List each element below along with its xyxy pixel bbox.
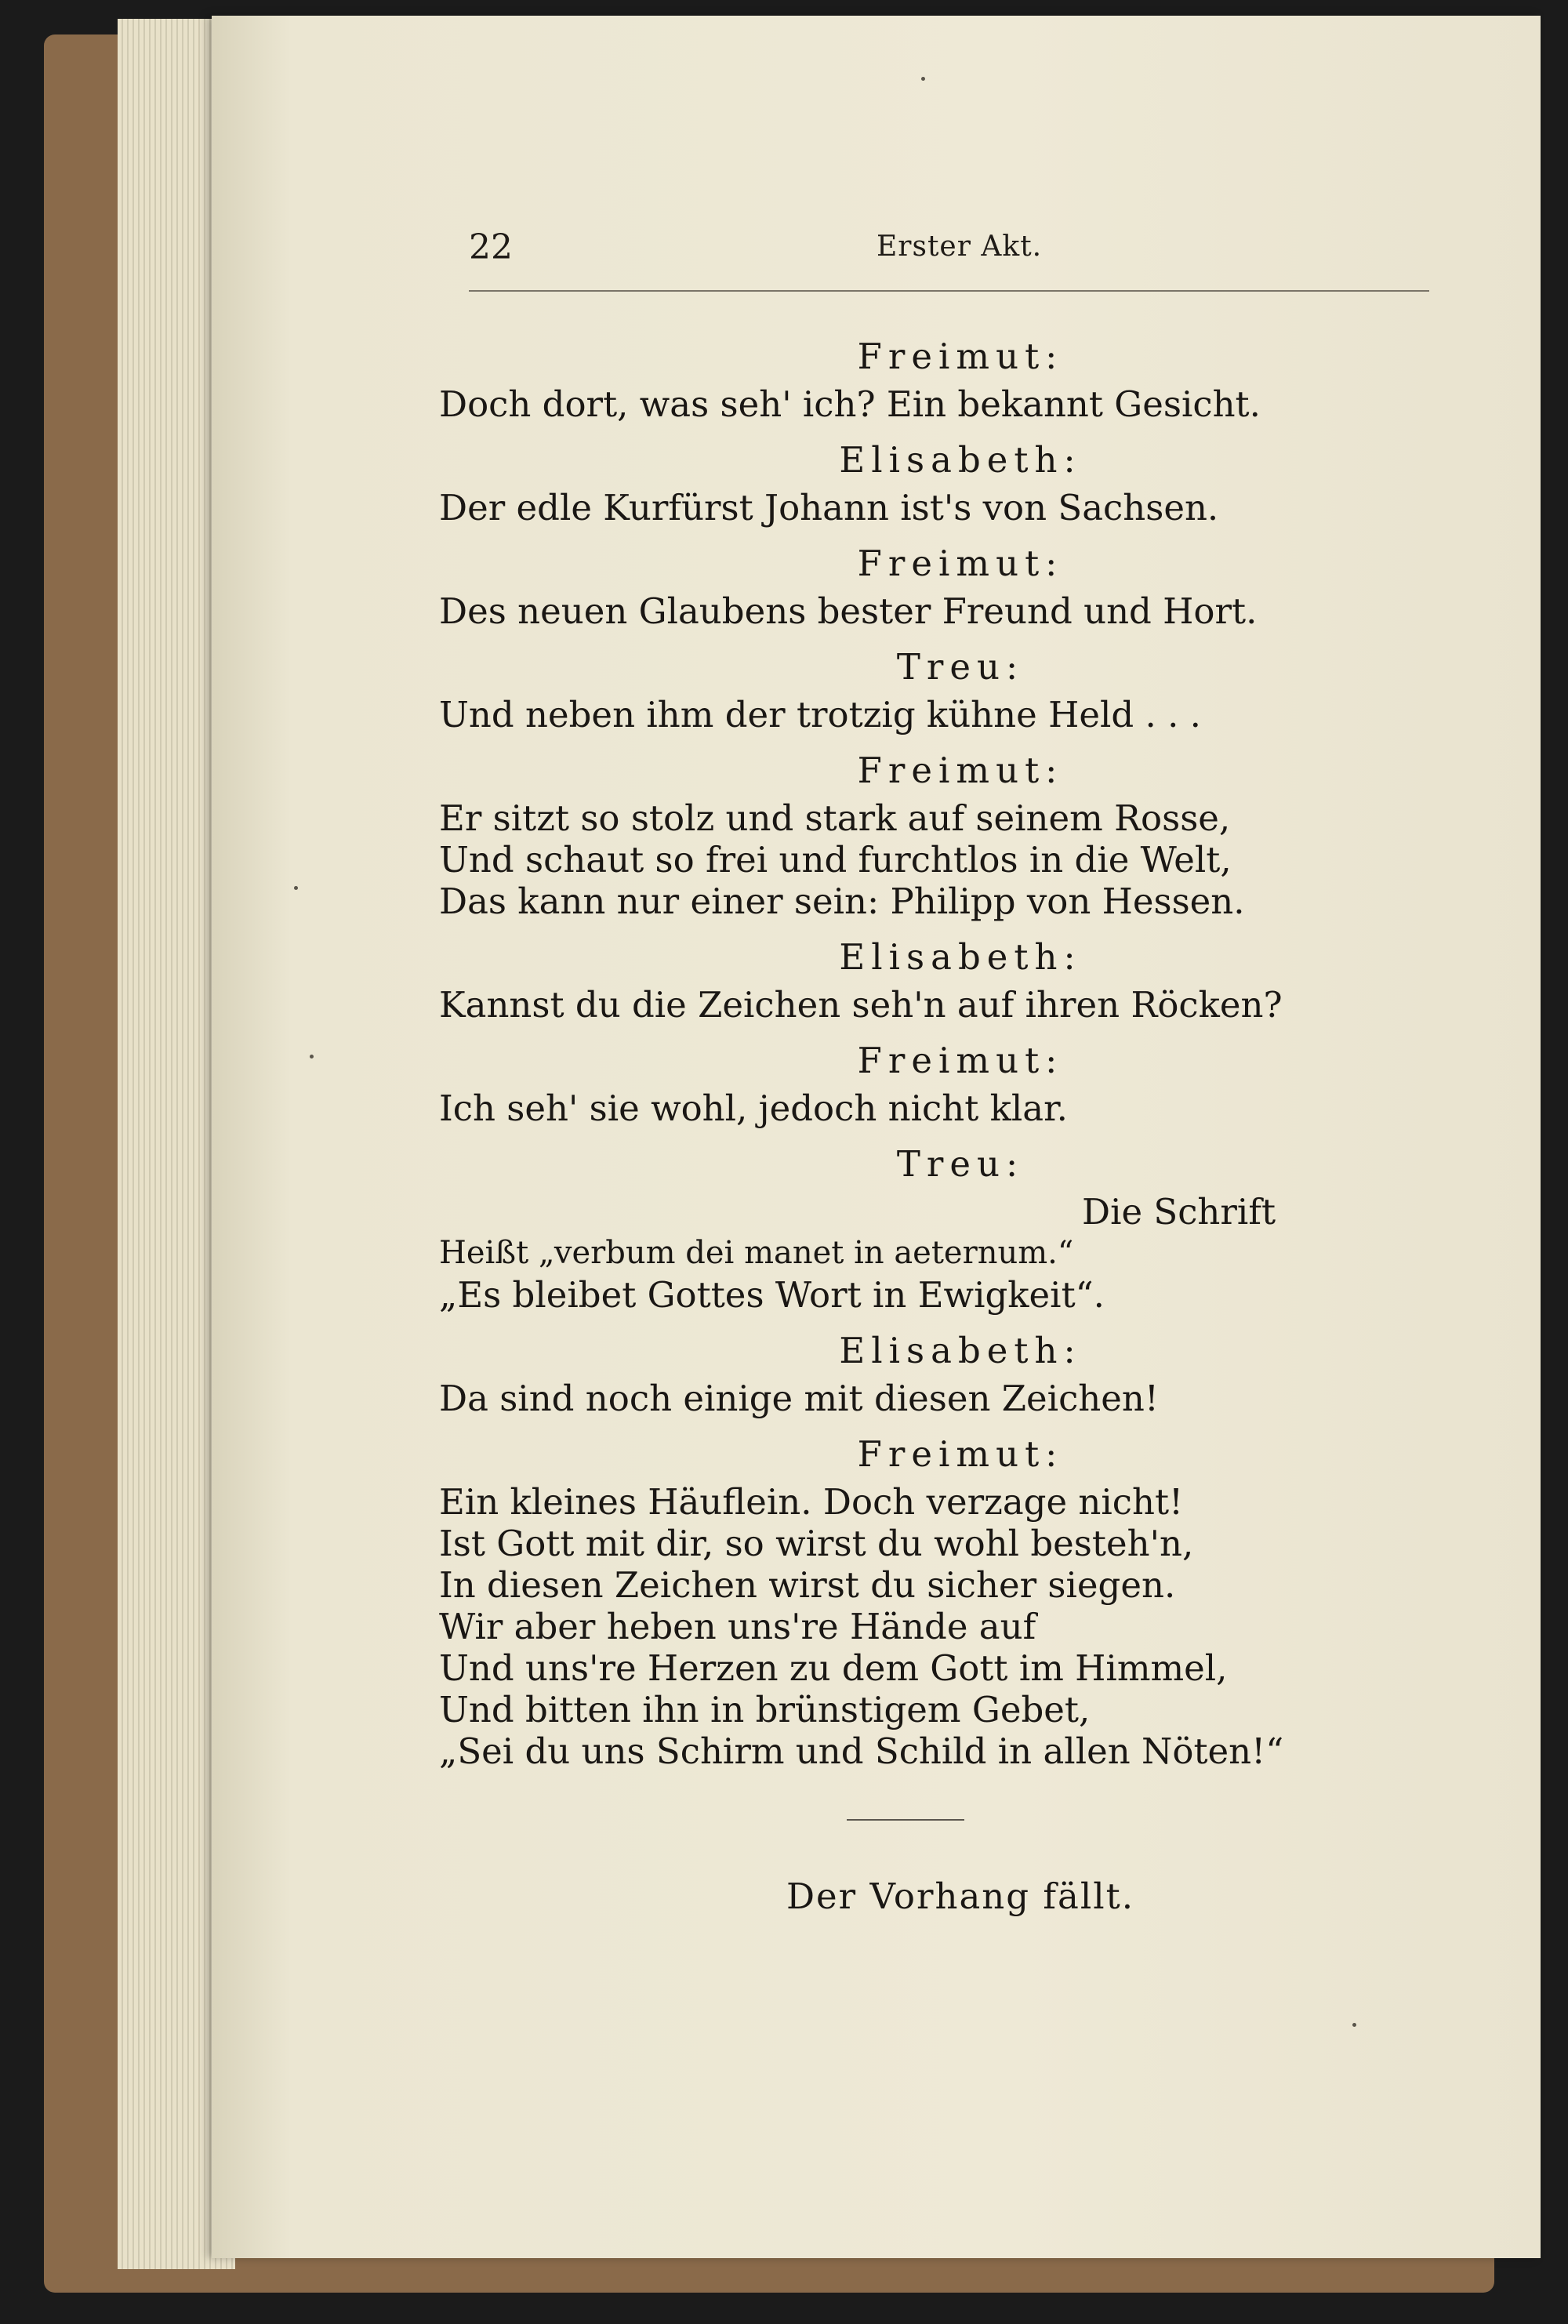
- paper-speck: [1352, 2023, 1356, 2027]
- page-number: 22: [469, 227, 513, 267]
- verse-line: Ist Gott mit dir, so wirst du wohl besteh'n,: [439, 1523, 1194, 1564]
- speaker-name: Freimut:: [857, 1040, 1064, 1081]
- verse-line: Und schaut so frei und furchtlos in die Welt,: [439, 839, 1232, 881]
- verse-line: Wir aber heben uns're Hände auf: [439, 1606, 1036, 1647]
- verse-line: Das kann nur einer sein: Philipp von Hessen.: [439, 881, 1245, 922]
- running-head: Erster Akt.: [877, 231, 1043, 263]
- paper-speck: [294, 886, 298, 890]
- play-text: [439, 321, 1427, 1917]
- verse-line: Des neuen Glaubens bester Freund und Hort.: [439, 590, 1258, 632]
- verse-line: Ein kleines Häuflein. Doch verzage nicht!: [439, 1481, 1184, 1523]
- verse-line: „Es bleibet Gottes Wort in Ewigkeit“.: [439, 1274, 1105, 1316]
- verse-line: Der edle Kurfürst Johann ist's von Sachsen.: [439, 487, 1219, 528]
- verse-line: Da sind noch einige mit diesen Zeichen!: [439, 1378, 1159, 1419]
- speaker-name: Elisabeth:: [839, 439, 1082, 481]
- verse-line: In diesen Zeichen wirst du sicher siegen.: [439, 1564, 1176, 1606]
- speaker-name: Freimut:: [857, 750, 1064, 791]
- speaker-name: Treu:: [896, 646, 1025, 688]
- stage-direction: Der Vorhang fällt.: [786, 1876, 1135, 1917]
- verse-line: Ich seh' sie wohl, jedoch nicht klar.: [439, 1088, 1068, 1129]
- verse-line: Die Schrift: [1082, 1191, 1276, 1233]
- speaker-name: Elisabeth:: [839, 1330, 1082, 1371]
- speaker-name: Freimut:: [857, 1433, 1064, 1475]
- speaker-name: Treu:: [896, 1143, 1025, 1185]
- verse-line: Heißt „verbum dei manet in aeternum.“: [439, 1235, 1074, 1271]
- page-header: [469, 227, 1429, 292]
- verse-line: „Sei du uns Schirm und Schild in allen Nöten!“: [439, 1730, 1284, 1772]
- section-divider: [847, 1819, 964, 1821]
- speaker-name: Elisabeth:: [839, 936, 1082, 978]
- paper-speck: [310, 1055, 314, 1059]
- verse-line: Er sitzt so stolz und stark auf seinem Rosse,: [439, 797, 1231, 839]
- verse-line: Und bitten ihn in brünstigem Gebet,: [439, 1689, 1091, 1730]
- verse-line: Kannst du die Zeichen seh'n auf ihren Röcken?: [439, 984, 1283, 1026]
- verse-line: Doch dort, was seh' ich? Ein bekannt Gesicht.: [439, 383, 1261, 425]
- verse-line: Und uns're Herzen zu dem Gott im Himmel,: [439, 1647, 1228, 1689]
- verse-line: Und neben ihm der trotzig kühne Held . . .: [439, 694, 1201, 735]
- speaker-name: Freimut:: [857, 336, 1064, 377]
- speaker-name: Freimut:: [857, 543, 1064, 584]
- paper-speck: [921, 77, 925, 81]
